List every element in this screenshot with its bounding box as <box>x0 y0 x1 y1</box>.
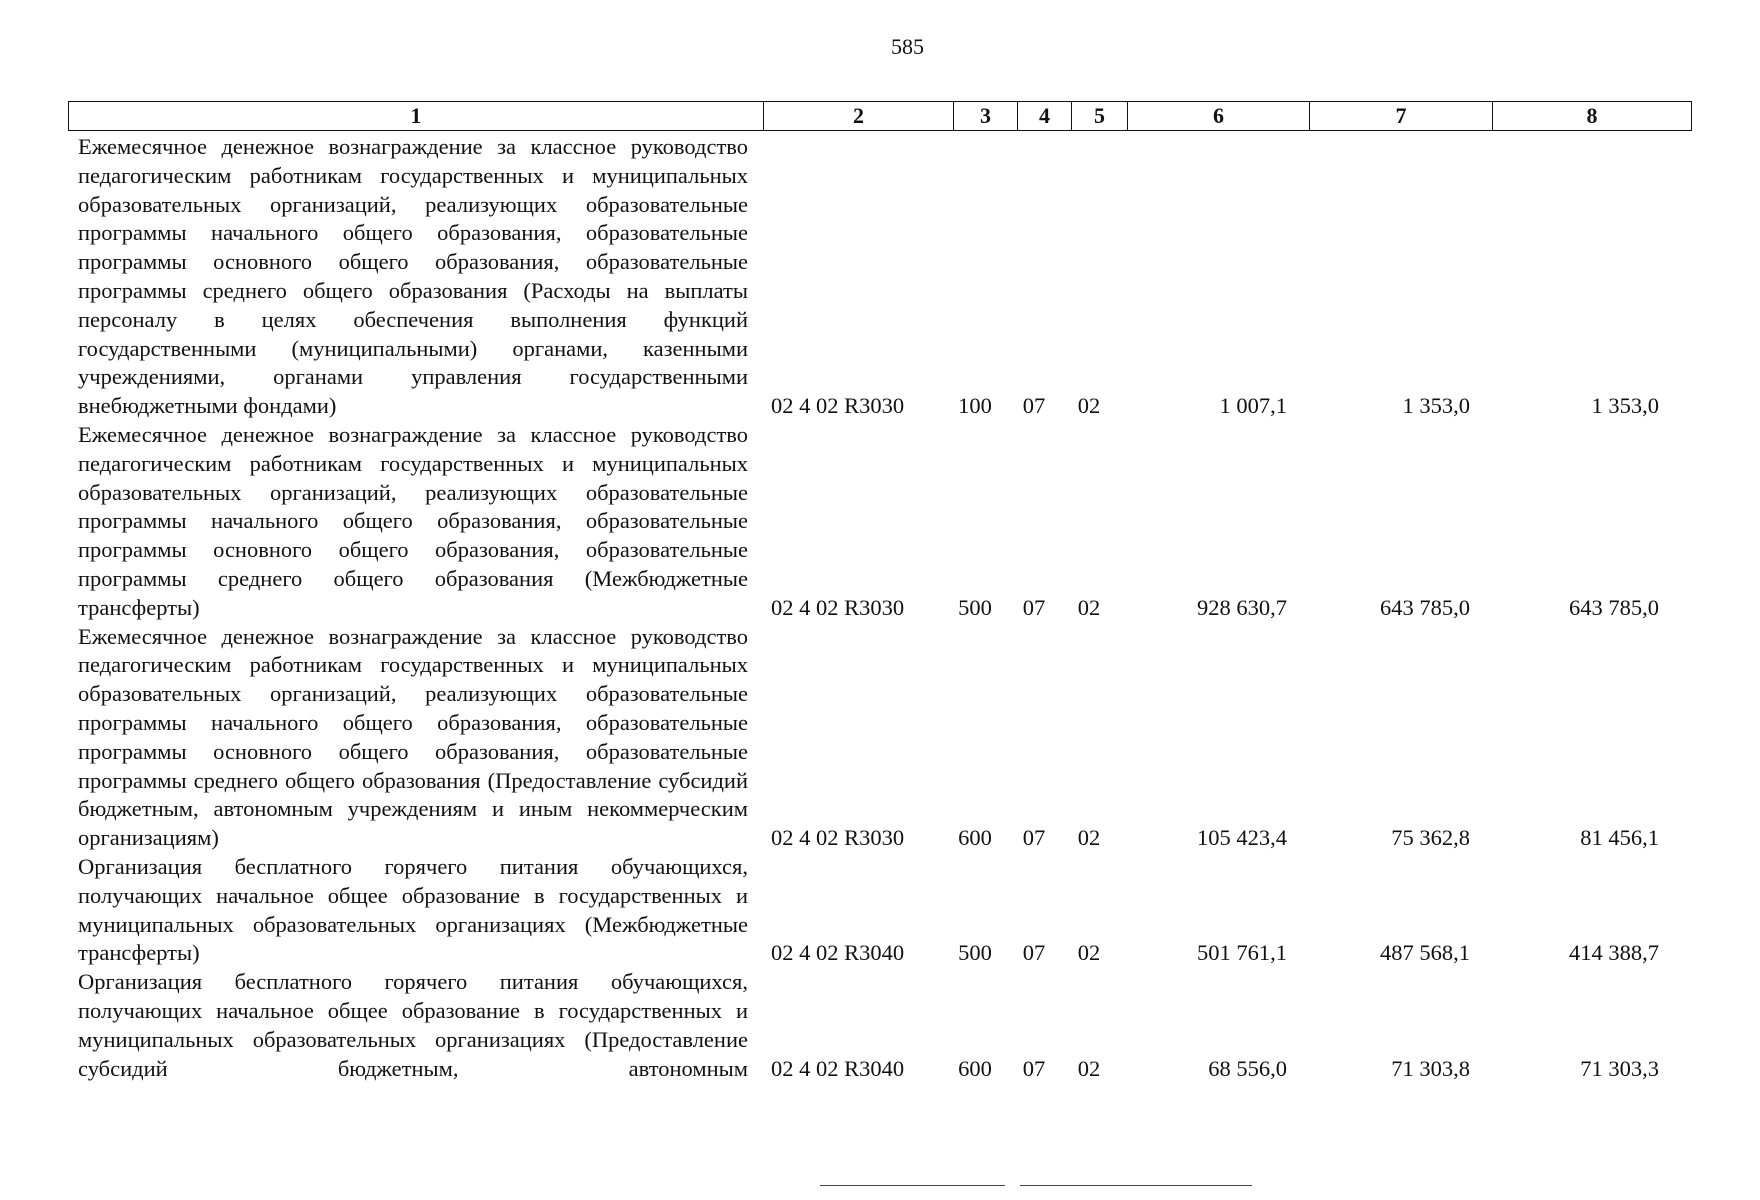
row-col-6: 105 423,4 <box>1197 825 1287 851</box>
row-code: 02 4 02 R3040 <box>771 940 905 966</box>
footer-rule-left <box>820 1185 1005 1186</box>
row-code: 02 4 02 R3030 <box>771 393 905 419</box>
row-col-4: 07 <box>1022 1055 1046 1081</box>
column-header-7: 7 <box>1310 102 1493 131</box>
row-col-8: 71 303,3 <box>1580 1055 1659 1081</box>
row-col-5: 02 <box>1077 594 1101 620</box>
row-col-7: 643 785,0 <box>1380 594 1470 620</box>
row-col-8: 643 785,0 <box>1569 594 1659 620</box>
table-body <box>68 133 1691 1083</box>
row-col-3: 500 <box>958 594 992 620</box>
row-col-6: 68 556,0 <box>1208 1055 1287 1081</box>
row-col-7: 71 303,8 <box>1391 1055 1470 1081</box>
row-col-8: 1 353,0 <box>1591 393 1659 419</box>
row-col-5: 02 <box>1077 393 1101 419</box>
row-description: Организация бесплатного горячего питания обучающихся, получающих начальное общее образование в государственных и муниципальных образовательных организациях (Межбюджетные трансферты) <box>78 853 748 966</box>
column-header-8: 8 <box>1493 102 1692 131</box>
row-col-8: 414 388,7 <box>1569 940 1659 966</box>
page-number: 585 <box>891 34 924 59</box>
row-code: 02 4 02 R3030 <box>771 594 905 620</box>
row-col-6: 1 007,1 <box>1219 393 1287 419</box>
row-col-4: 07 <box>1022 393 1046 419</box>
column-header-1: 1 <box>69 102 764 131</box>
footer-rule-right <box>1020 1185 1252 1186</box>
row-code: 02 4 02 R3030 <box>771 825 905 851</box>
row-col-3: 600 <box>958 1055 992 1081</box>
row-col-3: 100 <box>958 393 992 419</box>
table-row <box>68 968 1691 1083</box>
row-col-4: 07 <box>1022 825 1046 851</box>
row-col-7: 487 568,1 <box>1380 940 1470 966</box>
table-row <box>68 133 1691 421</box>
row-col-7: 75 362,8 <box>1391 825 1470 851</box>
column-header-table <box>68 101 1692 131</box>
row-col-3: 600 <box>958 825 992 851</box>
row-col-5: 02 <box>1077 940 1101 966</box>
table-row <box>68 853 1691 968</box>
column-header-4: 4 <box>1018 102 1072 131</box>
row-col-6: 501 761,1 <box>1197 940 1287 966</box>
row-col-8: 81 456,1 <box>1580 825 1659 851</box>
row-col-3: 500 <box>958 940 992 966</box>
row-description: Ежемесячное денежное вознаграждение за классное руководство педагогическим работникам государственных и муниципальных образовательных организаций, реализующих образовательные программы начального общего образования, образовательные программы основного общего образования, образовательные программы среднего общего образования (Расходы на выплаты персоналу в целях обеспечения выполнения функций государственными (муниципальными) органами, казенными учреждениями, органами управления государственными внебюджетными фондами) <box>78 134 748 419</box>
row-code: 02 4 02 R3040 <box>771 1055 905 1081</box>
table-row <box>68 623 1691 853</box>
row-col-4: 07 <box>1022 594 1046 620</box>
column-header-2: 2 <box>764 102 954 131</box>
column-header-3: 3 <box>954 102 1018 131</box>
row-col-6: 928 630,7 <box>1197 594 1287 620</box>
row-description: Ежемесячное денежное вознаграждение за классное руководство педагогическим работникам государственных и муниципальных образовательных организаций, реализующих образовательные программы начального общего образования, образовательные программы основного общего образования, образовательные программы среднего общего образования (Межбюджетные трансферты) <box>78 421 748 620</box>
row-col-5: 02 <box>1077 825 1101 851</box>
row-col-4: 07 <box>1022 940 1046 966</box>
column-header-row <box>69 102 1692 131</box>
table-row <box>68 421 1691 623</box>
column-header-6: 6 <box>1128 102 1310 131</box>
row-col-5: 02 <box>1077 1055 1101 1081</box>
column-header-5: 5 <box>1072 102 1128 131</box>
row-description: Ежемесячное денежное вознаграждение за классное руководство педагогическим работникам государственных и муниципальных образовательных организаций, реализующих образовательные программы начального общего образования, образовательные программы основного общего образования, образовательные программы среднего общего образования (Предоставление субсидий бюджетным, автономным учреждениям и иным некоммерческим организациям) <box>78 623 748 851</box>
row-description: Организация бесплатного горячего питания обучающихся, получающих начальное общее образование в государственных и муниципальных образовательных организациях (Предоставление субсидий бюджетным, автономным <box>78 969 748 1081</box>
row-col-7: 1 353,0 <box>1402 393 1470 419</box>
